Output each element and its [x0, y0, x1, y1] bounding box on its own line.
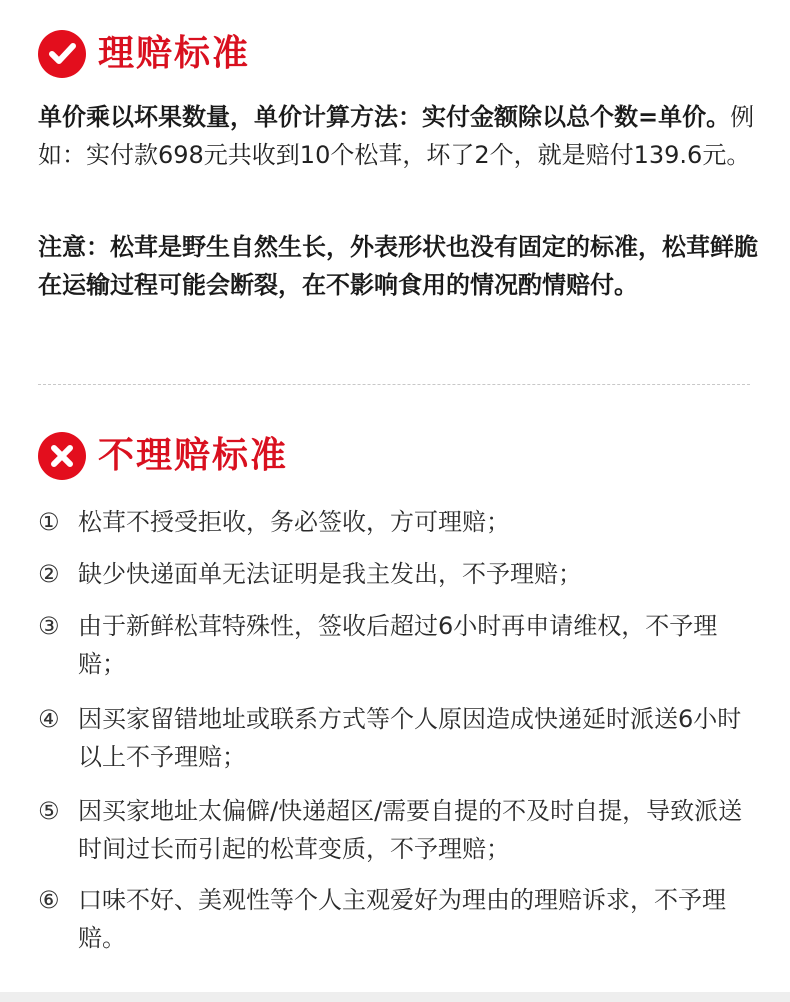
rule-text: 缺少快递面单无法证明是我主发出，不予理赔； — [78, 560, 582, 588]
rule-item-5 — [38, 792, 764, 868]
compensation-note — [38, 228, 764, 304]
rule-item-1 — [38, 503, 764, 541]
note-text: 注意：松茸是野生自然生长，外表形状也没有固定的标准，松茸鲜脆在运输过程可能会断裂，在不影响食用的情况酌情赔付。 — [38, 233, 758, 299]
rule-number: ① — [38, 508, 60, 536]
formula-bold-text: 单价乘以坏果数量，单价计算方法：实付金额除以总个数=单价。 — [38, 103, 731, 131]
rule-text: 由于新鲜松茸特殊性，签收后超过6小时再申请维权，不予理赔； — [78, 612, 718, 678]
no-compensation-title: 不理赔标准 — [98, 435, 289, 476]
rule-number: ⑥ — [38, 886, 60, 914]
rule-text: 口味不好、美观性等个人主观爱好为理由的理赔诉求，不予理赔。 — [78, 886, 726, 952]
rule-item-6 — [38, 881, 764, 957]
cross-icon — [38, 432, 86, 480]
check-icon — [38, 30, 86, 78]
rule-number: ② — [38, 560, 60, 588]
no-compensation-header — [38, 432, 288, 480]
rule-text: 松茸不授受拒收，务必签收，方可理赔； — [78, 508, 510, 536]
rule-number: ④ — [38, 705, 60, 733]
section-divider — [38, 384, 750, 385]
rule-item-4 — [38, 700, 764, 776]
compensation-title: 理赔标准 — [98, 33, 251, 74]
formula-example-text: 例如：实付款698元共收到10个松茸，坏了2个，就是赔付139.6元。 — [38, 103, 755, 169]
rule-item-3 — [38, 607, 764, 683]
rule-item-2 — [38, 555, 764, 593]
compensation-header — [38, 30, 250, 78]
compensation-formula — [38, 98, 764, 174]
rule-text: 因买家地址太偏僻/快递超区/需要自提的不及时自提，导致派送时间过长而引起的松茸变质，不予理赔； — [78, 797, 743, 863]
rule-number: ③ — [38, 612, 60, 640]
rule-text: 因买家留错地址或联系方式等个人原因造成快递延时派送6小时以上不予理赔； — [78, 705, 742, 771]
rule-number: ⑤ — [38, 797, 60, 825]
